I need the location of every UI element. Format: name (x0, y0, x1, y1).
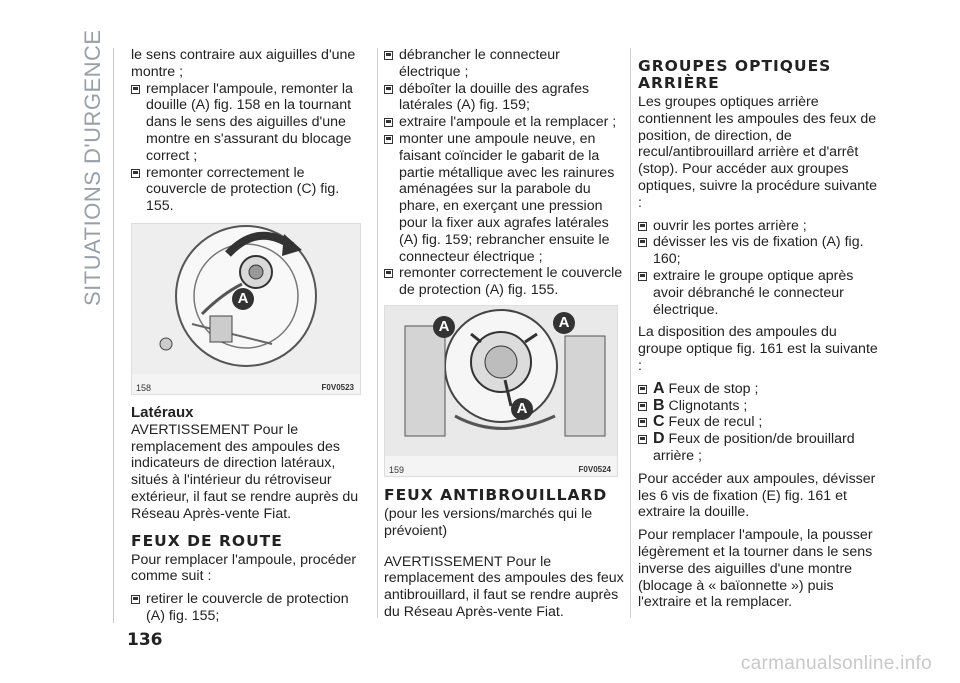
replace-text: Pour remplacer l'ampoule, la pousser légèrement et la tourner dans le sens inverse des aiguilles d'une montre (blocage à « baïonnette ») puis l'extraire et la remplacer. (638, 527, 873, 611)
feux-de-route-text: Pour remplacer l'ampoule, procéder comme suit : (131, 551, 357, 585)
list-item: C Feux de recul ; (638, 414, 883, 431)
bullet-icon (638, 418, 647, 427)
feux-de-route-heading: FEUX DE ROUTE (131, 531, 283, 550)
list-item: D Feux de position/de brouillard arrière ; (638, 431, 883, 465)
page-number: 136 (127, 630, 163, 650)
column-3 (638, 58, 883, 617)
feux-antibrouillard-subtitle: (pour les versions/marchés qui le prévoient) (384, 505, 593, 539)
bullet-icon (384, 118, 393, 127)
list-item: retirer le couvercle de protection (A) fig. 155; (131, 591, 366, 625)
groupes-optiques-intro: Les groupes optiques arrière contiennent les ampoules des feux de position, de direction, de recul/antibrouillard arrière et d'arrêt (stop). Pour accéder aux groupes optiques, suivre la procédure suivante : (638, 94, 877, 211)
figure-code: F0V0524 (578, 464, 611, 474)
bullet-icon (638, 385, 647, 394)
list-item: remplacer l'ampoule, remonter la douille (A) fig. 158 en la tournant dans le sens des aiguilles d'une montre en s'assurant du blocage correct ; (131, 81, 366, 165)
figure-callout-a: A (232, 288, 254, 310)
lateraux-text: AVERTISSEMENT Pour le remplacement des ampoules des indicateurs de direction latéraux, situés à l'intérieur du rétroviseur extérieur, il faut se rendre auprès du Réseau Après-vente Fiat. (131, 421, 359, 522)
bullet-icon (131, 85, 140, 94)
intro-line-2: montre ; (131, 63, 184, 80)
watermark: carmanualsonline.info (740, 653, 932, 674)
figure-callout-a: A (433, 316, 455, 338)
list-item: monter une ampoule neuve, en faisant coïncider le gabarit de la partie métallique avec les rainures aménagées sur la parabole du phare, en exerçant une pression pour la fixer aux agrafes latérales (A) fig. 159; rebrancher ensuite le connecteur électrique ; (384, 131, 624, 265)
list-item: déboîter la douille des agrafes latérales (A) fig. 159; (384, 81, 624, 115)
figure-number: 159 (389, 464, 405, 475)
figure-callout-a: A (553, 312, 575, 334)
figure-158 (131, 223, 361, 395)
list-item: dévisser les vis de fixation (A) fig. 160; (638, 234, 883, 268)
bullet-icon (384, 51, 393, 60)
bullet-icon (638, 238, 647, 247)
list-item: débrancher le connecteur électrique ; (384, 47, 624, 81)
list-item: remonter correctement le couvercle de protection (C) fig. 155. (131, 165, 366, 215)
section-tab-label: SITUATIONS D'URGENCE (80, 29, 105, 306)
bullet-icon (384, 269, 393, 278)
figure-code: F0V0523 (321, 382, 354, 392)
column-2 (384, 47, 624, 627)
bullet-icon (131, 169, 140, 178)
column-divider (630, 48, 631, 618)
section-tab (74, 29, 114, 308)
list-item: remonter correctement le couvercle de protection (A) fig. 155. (384, 265, 624, 299)
list-item: B Clignotants ; (638, 398, 883, 415)
lateraux-heading: Latéraux (131, 403, 194, 421)
side-divider (113, 48, 114, 623)
bullet-icon (638, 272, 647, 281)
list-item: A Feux de stop ; (638, 381, 883, 398)
disposition-text: La disposition des ampoules du groupe optique fig. 161 est la suivante : (638, 324, 878, 374)
column-divider (377, 48, 378, 618)
intro-line-1: le sens contraire aux aiguilles d'une (131, 47, 356, 63)
figure-callout-a: A (511, 398, 533, 420)
bullet-icon (638, 402, 647, 411)
figure-159 (384, 305, 618, 477)
list-item: ouvrir les portes arrière ; (638, 218, 883, 235)
access-text: Pour accéder aux ampoules, dévisser les 6 vis de fixation (E) fig. 161 et extraire la douille. (638, 470, 876, 521)
bullet-icon (384, 85, 393, 94)
bullet-icon (131, 595, 140, 604)
column-1 (131, 47, 366, 625)
bullet-icon (384, 135, 393, 144)
list-item: extraire l'ampoule et la remplacer ; (384, 114, 624, 131)
figure-number: 158 (136, 382, 152, 393)
feux-antibrouillard-text: AVERTISSEMENT Pour le remplacement des ampoules des feux antibrouillard, il faut se rendre auprès du Réseau Après-vente Fiat. (384, 553, 624, 620)
bullet-icon (638, 222, 647, 231)
feux-antibrouillard-heading: FEUX ANTIBROUILLARD (384, 485, 608, 504)
list-item: extraire le groupe optique après avoir débranché le connecteur électrique. (638, 268, 883, 318)
bullet-icon (638, 435, 647, 444)
groupes-optiques-heading: GROUPES OPTIQUES ARRIÈRE (638, 57, 832, 92)
headlamp-clips-illustration (385, 306, 617, 456)
